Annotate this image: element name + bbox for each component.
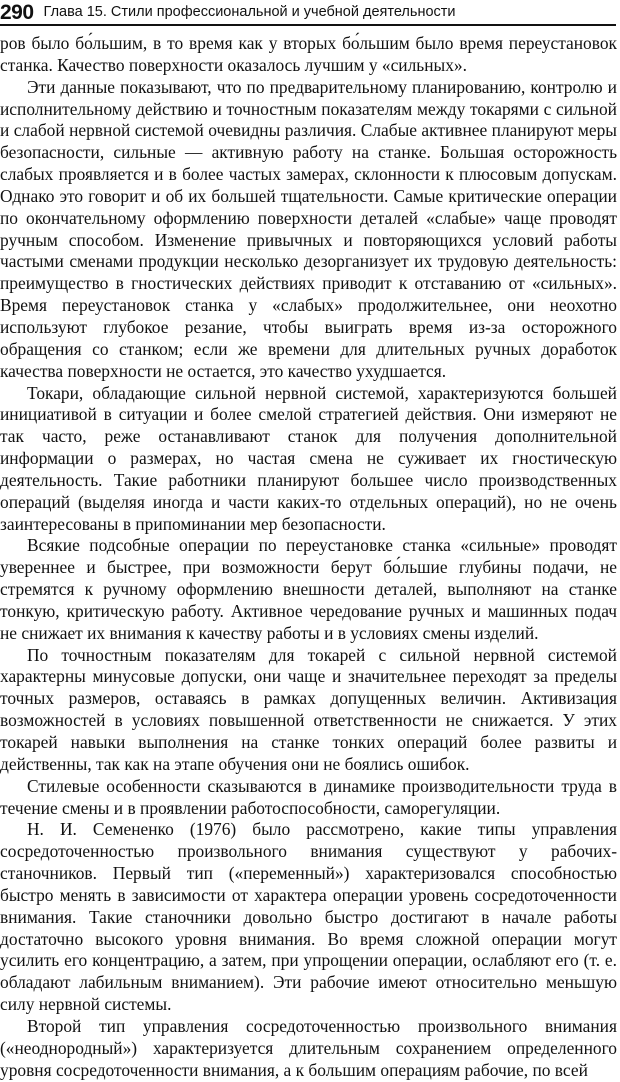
paragraph: Токари, обладающие сильной нервной системой, характеризуются большей инициативой в ситуации и более смелой стратегией действия. Они измеряют не так часто, реже останавливают станок для получения дополнительной информации о размерах, но частая смена не суживает их гностическую деятельность. Такие работники планируют большее число производственных операций (выделяя иногда и части каких-то отдельных операций), но не очень заинтересованы в припоминании мер безопасности. [0,382,617,534]
page-number: 290 [0,1,34,24]
paragraph: По точностным показателям для токарей с сильной нервной системой характерны минусовые допуски, они чаще и значительнее переходят за пределы точных размеров, оставаясь в рамках допущенных величин. Активизация возможностей в условиях повышенной ответственности не снижается. У этих токарей навыки выполнения на станке тонких операций более развиты и действенны, так как на этапе обучения они не боялись ошибок. [0,644,617,774]
page-header [0,0,616,26]
running-title: Глава 15. Стили профессиональной и учебной деятельности [43,4,456,20]
paragraph: Стилевые особенности сказываются в динамике производительности труда в течение смены и в проявлении работоспособности, саморегуляции. [0,775,617,818]
body-text [0,33,617,1082]
paragraph-continued: ров было бо́льшим, в то время как у вторых бо́льшим было время переустановок станка. Качество поверхности оказалось лучшим у «сильных». [0,33,617,75]
paragraph: Эти данные показывают, что по предварительному планированию, контролю и исполнительному действию и точностным показателям между токарями с сильной и слабой нервной системой очевидны различия. Слабые активнее планируют меры безопасности, сильные — активную работу на станке. Большая осторожность слабых проявляется и в более частых замерах, склонности к плюсовым допускам. Однако это говорит и об их большей тщательности. Самые критические операции по окончательному оформлению поверхности деталей «слабые» чаще проводят ручным способом. Изменение привычных и повторяющихся условий работы частыми сменами продукции несколько дезорганизует их трудовую деятельность: преимущество в гностических действиях приводит к отставанию от «сильных». Время переустановок станка у «слабых» продолжительнее, они неохотно используют глубокое резание, чтобы выиграть время из-за осторожного обращения со станком; если же времени для длительных ручных доработок качества поверхности не остается, это качество ухудшается. [0,76,617,381]
paragraph: Второй тип управления сосредоточенностью произвольного внимания («неоднородный») характеризуется длительным сохранением определенного уровня сосредоточенности внимания, а к большим операциям рабочие, по всей [0,1015,617,1080]
paragraph: Н. И. Семененко (1976) было рассмотрено, какие типы управления сосредоточенностью произвольного внимания существуют у рабочих-станочников. Первый тип («переменный») характеризовался способностью быстро менять в зависимости от характера операции уровень сосредоточенности внимания. Такие станочники довольно быстро достигают в начале работы достаточно высокого уровня внимания. Во время сложной операции могут усилить его концентрацию, а затем, при упрощении операции, ослабляют его (т. е. обладают лабильным вниманием). Эти рабочие имеют относительно меньшую силу нервной системы. [0,819,617,1015]
paragraph: Всякие подсобные операции по переустановке станка «сильные» проводят увереннее и быстрее, при возможности берут бо́льшие глубины подачи, не стремятся к ручному оформлению внешности деталей, выполняют на станке тонкую, критическую работу. Активное чередование ручных и машинных подач не снижает их внимания к качеству работы и в условиях смены изделий. [0,535,617,643]
